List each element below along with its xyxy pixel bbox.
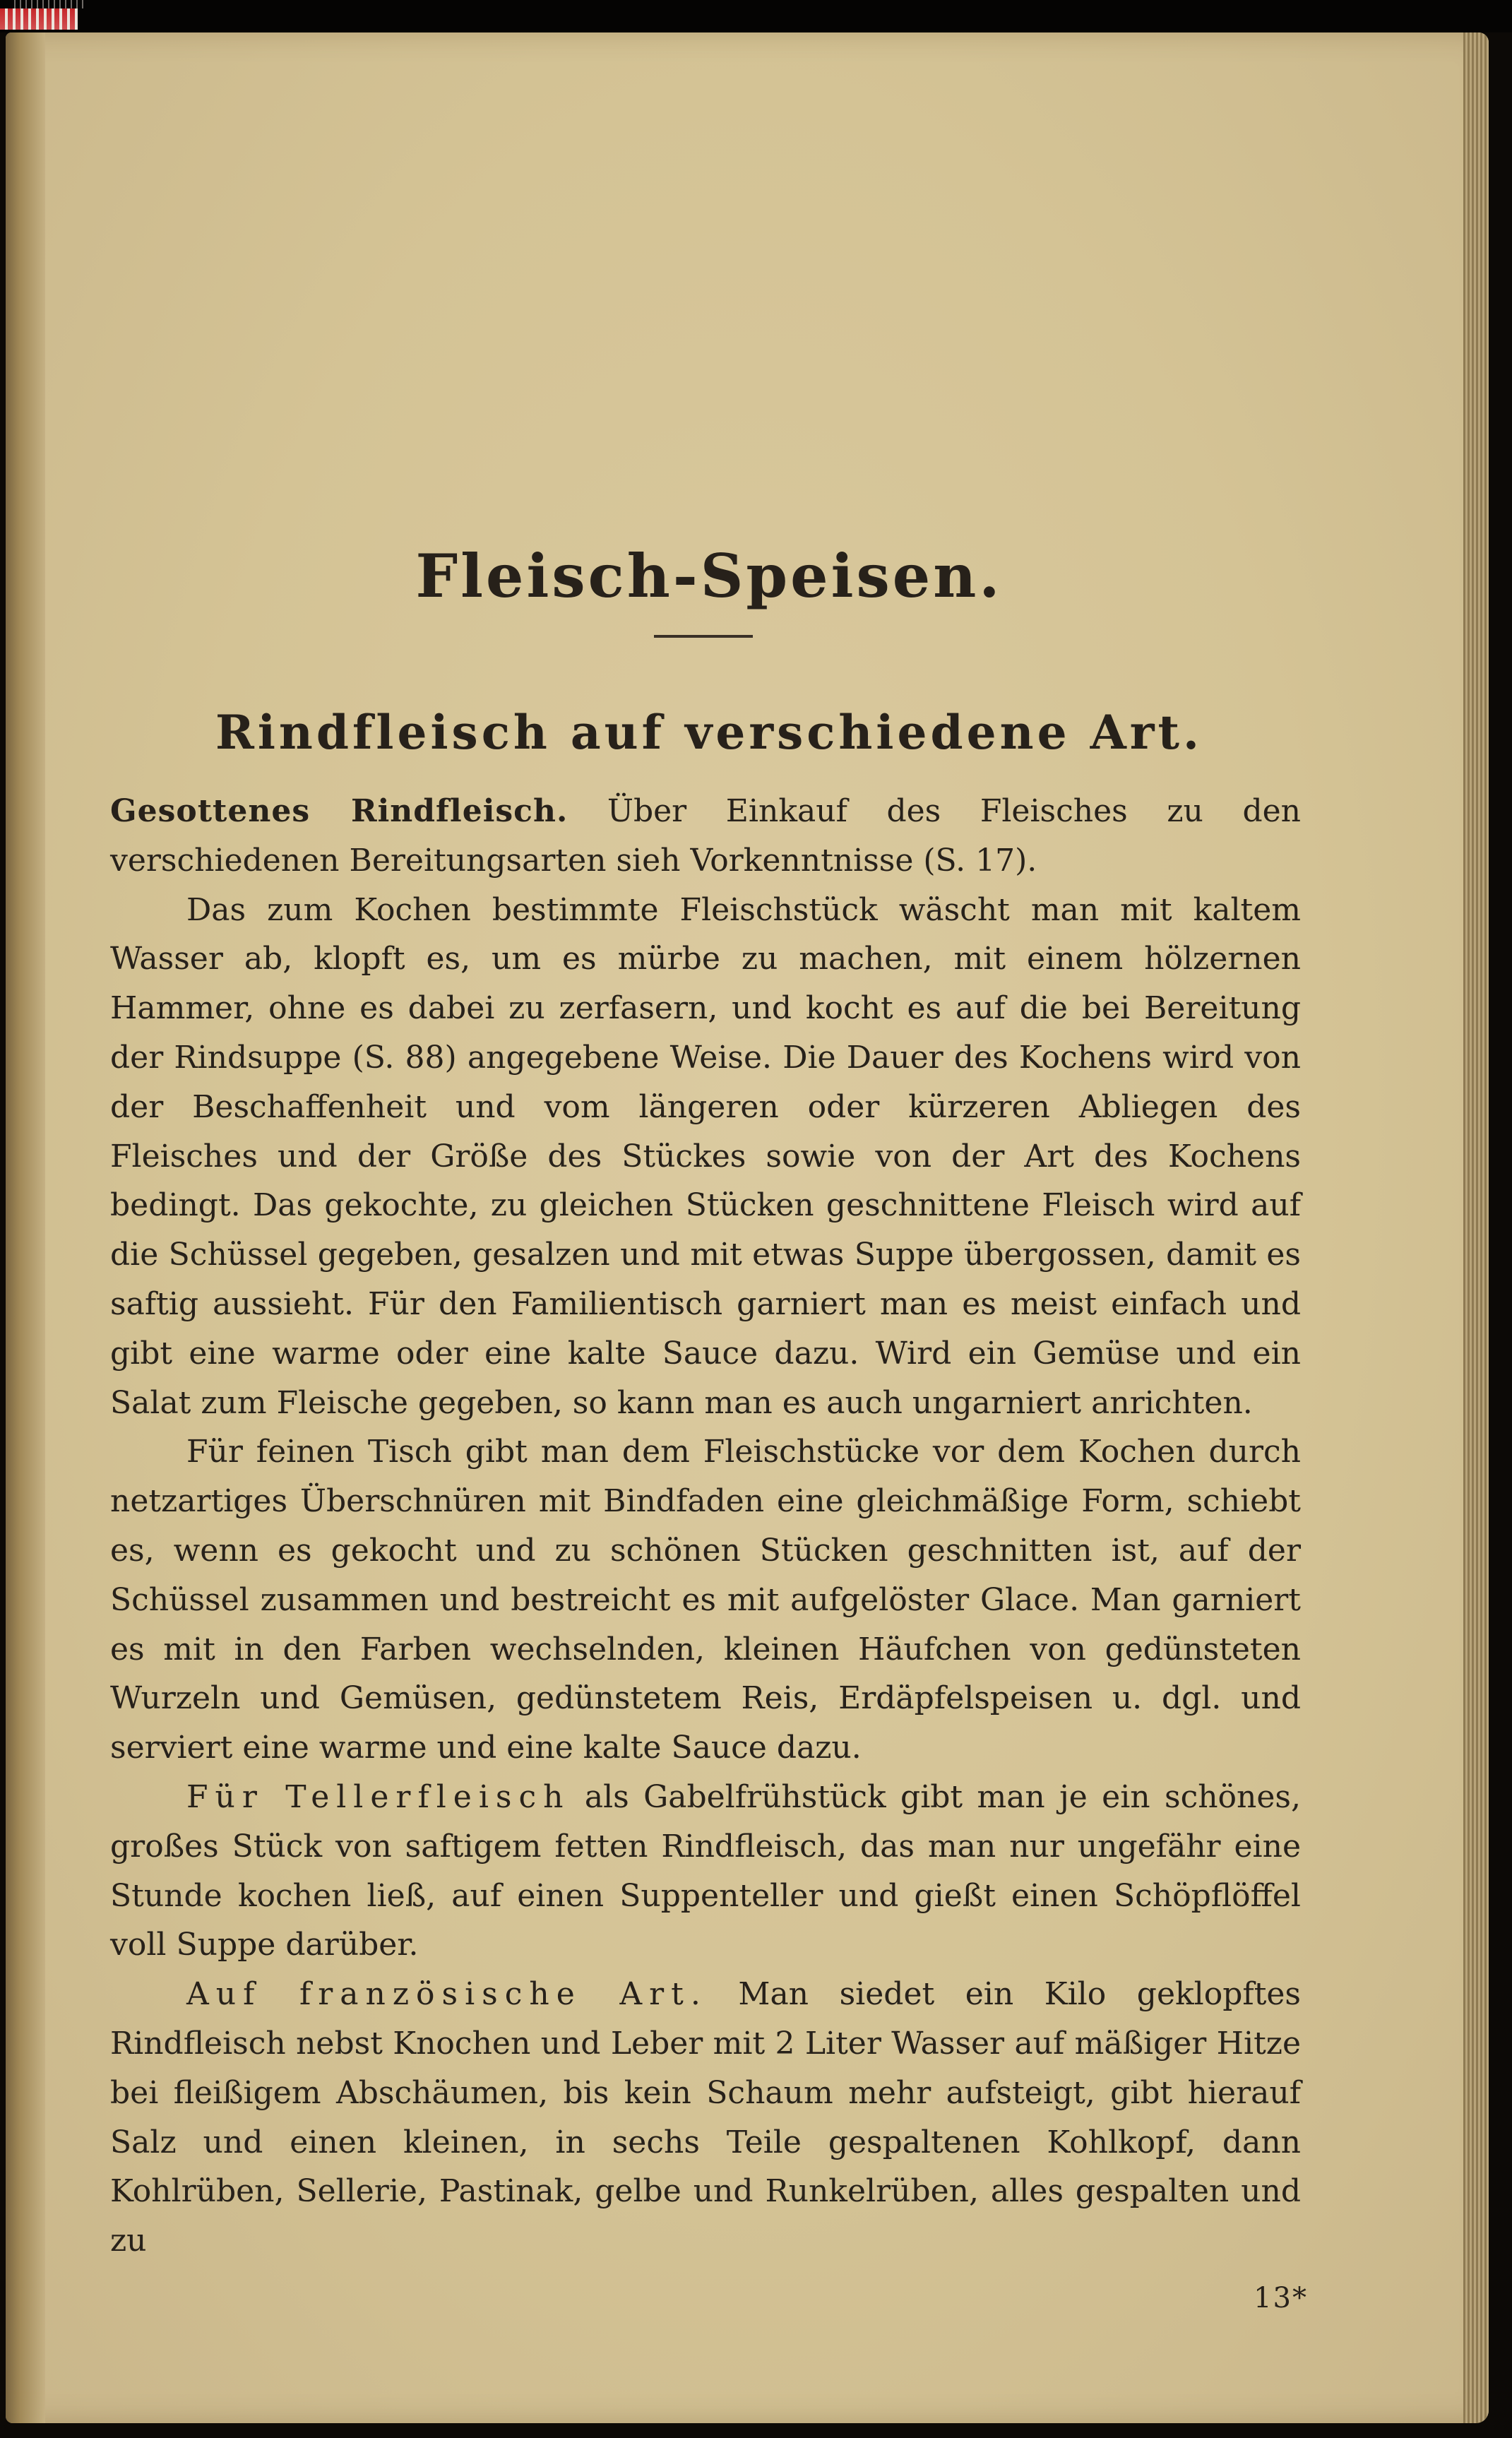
section-heading: Rindfleisch auf verschiedene Art. [215,705,1203,760]
paragraph-lead: Gesottenes Rindfleisch. [110,793,569,829]
paragraph-preparation [110,886,1301,1428]
page-gutter [6,32,45,2423]
page-number: 13* [1254,2282,1308,2314]
book-page [6,32,1489,2423]
paragraph-text: Man siedet ein Kilo geklopftes Rindfleisch nebst Knochen und Leber mit 2 Liter Wasser auf mäßiger Hitze bei fleißigem Abschäumen, bis kein Schaum mehr aufsteigt, gibt hierauf Salz und einen kleinen, in sechs Teile gespaltenen Kohlkopf, dann Kohlrüben, Sellerie, Pastinak, gelbe und Runkelrüben, alles gespalten und zu [110,1976,1301,2259]
scan-ruler-ticks [14,0,85,8]
paragraph-text: als Gabelfrühstück gibt man je ein schönes, großes Stück von saftigem fetten Rindfleisch, das man nur ungefähr eine Stunde kochen ließ, auf einen Suppenteller und gießt einen Schöpflöffel voll Suppe darüber. [110,1778,1301,1963]
chapter-title: Fleisch-Speisen. [415,541,1003,611]
paragraph-gesottenes-rindfleisch [110,787,1301,886]
color-calibration-strip [0,8,78,30]
paragraph-lead: Auf französische Art. [186,1976,708,2013]
title-divider [654,635,753,638]
paragraph-french-style [110,1970,1301,2266]
paragraph-text: Für feinen Tisch gibt man dem Fleischstücke vor dem Kochen durch netzartiges Überschnüren mit Bindfaden eine gleichmäßige Form, schiebt es, wenn es gekocht und zu schönen Stücken geschnitten ist, auf der Schüssel zusammen und bestreicht es mit aufgelöster Glace. Man garniert es mit in den Farben wechselnden, kleinen Häufchen von gedünsteten Wurzeln und Gemüsen, gedünstetem Reis, Erdäpfelspeisen u. dgl. und serviert eine warme und eine kalte Sauce dazu. [110,1434,1301,1766]
scan-top-border [0,0,1512,32]
paragraph-lead: Für Tellerfleisch [186,1778,571,1815]
paragraph-text: Über Einkauf des Fleisches zu den verschiedenen Bereitungsarten sieh Vorkenntnisse (S. 17). [110,793,1301,879]
paragraph-tellerfleisch [110,1773,1301,1970]
paragraph-text: Das zum Kochen bestimmte Fleischstück wäscht man mit kaltem Wasser ab, klopft es, um es mürbe zu machen, mit einem hölzernen Hammer, ohne es dabei zu zerfasern, und kocht es auf die bei Bereitung der Rindsuppe (S. 88) angegebene Weise. Die Dauer des Kochens wird von der Beschaffenheit und vom längeren oder kürzeren Abliegen des Fleisches und der Größe des Stückes sowie von der Art des Kochens bedingt. Das gekochte, zu gleichen Stücken geschnittene Fleisch wird auf die Schüssel gegeben, gesalzen und mit etwas Suppe übergossen, damit es saftig aussieht. Für den Familientisch garniert man es meist einfach und gibt eine warme oder eine kalte Sauce dazu. Wird ein Gemüse und ein Salat zum Fleische gegeben, so kann man es auch ungarniert anrichten. [110,891,1301,1421]
paragraph-fine-table [110,1427,1301,1773]
page-edge [1463,32,1489,2423]
body-text [110,787,1301,2266]
